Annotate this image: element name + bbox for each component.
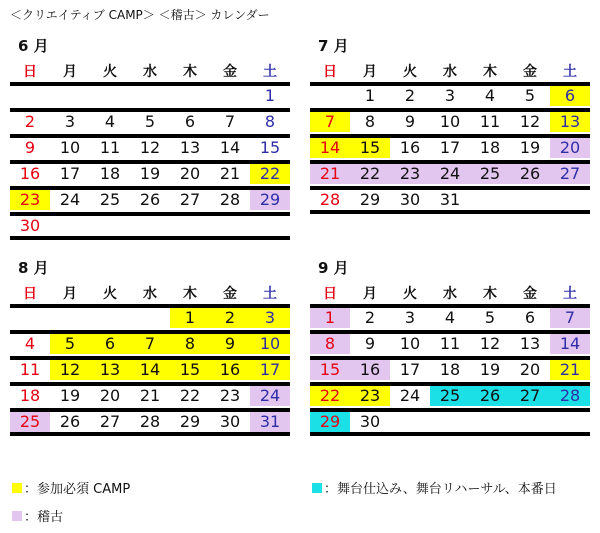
weekday-label: 土 xyxy=(563,64,577,80)
day-cell: 11 xyxy=(479,112,501,131)
camp-swatch xyxy=(12,483,22,493)
week-row xyxy=(10,160,290,184)
day-cell: 9 xyxy=(404,112,416,131)
weekday-label: 火 xyxy=(103,64,117,80)
day-cell: 12 xyxy=(50,360,90,380)
day-cell: 7 xyxy=(550,308,590,328)
day-cell: 8 xyxy=(264,112,276,131)
day-cell: 24 xyxy=(430,164,470,184)
empty-cell xyxy=(90,308,130,328)
day-cell: 18 xyxy=(19,386,41,405)
day-cell: 14 xyxy=(130,360,170,380)
weekday-label: 金 xyxy=(223,286,237,302)
week-row xyxy=(310,382,590,406)
day-cell: 30 xyxy=(19,216,41,235)
empty-cell xyxy=(470,190,510,210)
weekday-header xyxy=(310,62,590,82)
weekday-label: 月 xyxy=(63,64,77,80)
weekday-label: 土 xyxy=(263,64,277,80)
week-row xyxy=(10,108,290,132)
day-cell: 5 xyxy=(50,334,90,354)
day-cell: 16 xyxy=(210,360,250,380)
day-cell: 24 xyxy=(399,386,421,405)
weekday-label: 水 xyxy=(143,64,157,80)
day-cell: 25 xyxy=(470,164,510,184)
weekday-label: 火 xyxy=(403,286,417,302)
empty-cell xyxy=(50,216,90,236)
day-cell: 14 xyxy=(310,138,350,158)
day-cell: 18 xyxy=(479,138,501,157)
day-cell: 15 xyxy=(310,360,350,380)
empty-cell xyxy=(430,412,470,432)
day-cell: 7 xyxy=(224,112,236,131)
empty-cell xyxy=(90,216,130,236)
weekday-label: 日 xyxy=(23,286,37,302)
day-cell: 20 xyxy=(550,138,590,158)
calendar-june xyxy=(10,36,290,240)
day-cell: 24 xyxy=(250,386,290,406)
day-cell: 16 xyxy=(19,164,41,183)
day-cell: 8 xyxy=(364,112,376,131)
week-row xyxy=(10,330,290,354)
empty-cell xyxy=(250,216,290,236)
weekday-label: 日 xyxy=(323,64,337,80)
day-cell: 1 xyxy=(170,308,210,328)
day-cell: 1 xyxy=(310,308,350,328)
week-row xyxy=(10,382,290,406)
day-cell: 7 xyxy=(130,334,170,354)
empty-cell xyxy=(170,216,210,236)
day-cell: 8 xyxy=(310,334,350,354)
day-cell: 11 xyxy=(439,334,461,353)
weekday-label: 火 xyxy=(403,64,417,80)
day-cell: 12 xyxy=(519,112,541,131)
day-cell: 30 xyxy=(219,412,241,431)
day-cell: 22 xyxy=(179,386,201,405)
empty-cell xyxy=(130,86,170,106)
day-cell: 14 xyxy=(219,138,241,157)
weekday-label: 木 xyxy=(483,286,497,302)
day-cell: 6 xyxy=(90,334,130,354)
weekday-label: 金 xyxy=(523,64,537,80)
week-row xyxy=(310,304,590,328)
day-cell: 16 xyxy=(399,138,421,157)
day-cell: 27 xyxy=(99,412,121,431)
stage-swatch xyxy=(312,483,322,493)
empty-cell xyxy=(130,216,170,236)
week-row xyxy=(10,134,290,158)
empty-cell xyxy=(210,86,250,106)
day-cell: 3 xyxy=(64,112,76,131)
day-cell: 13 xyxy=(550,112,590,132)
day-cell: 27 xyxy=(510,386,550,406)
day-cell: 25 xyxy=(99,190,121,209)
day-cell: 23 xyxy=(390,164,430,184)
empty-cell xyxy=(10,308,50,328)
day-cell: 7 xyxy=(310,112,350,132)
day-cell: 21 xyxy=(219,164,241,183)
day-cell: 26 xyxy=(59,412,81,431)
day-cell: 14 xyxy=(550,334,590,354)
day-cell: 26 xyxy=(470,386,510,406)
weekday-label: 土 xyxy=(563,286,577,302)
week-row xyxy=(310,160,590,184)
day-cell: 12 xyxy=(479,334,501,353)
day-cell: 29 xyxy=(359,190,381,209)
weekday-label: 水 xyxy=(143,286,157,302)
day-cell: 25 xyxy=(10,412,50,432)
day-cell: 10 xyxy=(59,138,81,157)
day-cell: 4 xyxy=(24,334,36,353)
day-cell: 10 xyxy=(250,334,290,354)
day-cell: 9 xyxy=(364,334,376,353)
day-cell: 9 xyxy=(24,138,36,157)
weekday-label: 水 xyxy=(443,64,457,80)
day-cell: 4 xyxy=(444,308,456,327)
day-cell: 20 xyxy=(99,386,121,405)
empty-cell xyxy=(510,412,550,432)
empty-cell xyxy=(510,190,550,210)
week-row xyxy=(10,82,290,106)
day-cell: 15 xyxy=(259,138,281,157)
day-cell: 9 xyxy=(210,334,250,354)
day-cell: 4 xyxy=(484,86,496,105)
week-row xyxy=(310,186,590,214)
day-cell: 2 xyxy=(404,86,416,105)
weekday-header xyxy=(10,62,290,82)
day-cell: 26 xyxy=(139,190,161,209)
empty-cell xyxy=(50,86,90,106)
day-cell: 30 xyxy=(359,412,381,431)
empty-cell xyxy=(550,190,590,210)
weekday-label: 日 xyxy=(23,64,37,80)
day-cell: 3 xyxy=(444,86,456,105)
week-row xyxy=(10,212,290,240)
keiko-swatch xyxy=(12,511,22,521)
day-cell: 15 xyxy=(170,360,210,380)
day-cell: 29 xyxy=(179,412,201,431)
day-cell: 18 xyxy=(439,360,461,379)
legend-keiko xyxy=(12,506,63,525)
week-row xyxy=(310,134,590,158)
day-cell: 17 xyxy=(250,360,290,380)
day-cell: 20 xyxy=(179,164,201,183)
day-cell: 17 xyxy=(59,164,81,183)
empty-cell xyxy=(50,308,90,328)
day-cell: 28 xyxy=(550,386,590,406)
weekday-label: 木 xyxy=(483,64,497,80)
day-cell: 28 xyxy=(319,190,341,209)
day-cell: 8 xyxy=(170,334,210,354)
weekday-label: 水 xyxy=(443,286,457,302)
weekday-header xyxy=(310,284,590,304)
day-cell: 2 xyxy=(210,308,250,328)
day-cell: 25 xyxy=(430,386,470,406)
week-row xyxy=(310,330,590,354)
page-title: ＜クリエイティブ CAMP＞ ＜稽古＞ カレンダー xyxy=(10,8,270,22)
day-cell: 21 xyxy=(550,360,590,380)
day-cell: 27 xyxy=(550,164,590,184)
day-cell: 12 xyxy=(139,138,161,157)
weekday-label: 金 xyxy=(523,286,537,302)
legend-keiko-label: ：稽古 xyxy=(24,510,64,525)
day-cell: 26 xyxy=(510,164,550,184)
day-cell: 3 xyxy=(250,308,290,328)
day-cell: 5 xyxy=(524,86,536,105)
day-cell: 2 xyxy=(364,308,376,327)
day-cell: 6 xyxy=(550,86,590,106)
day-cell: 22 xyxy=(250,164,290,184)
day-cell: 4 xyxy=(104,112,116,131)
month-title: 9 月 xyxy=(318,259,349,277)
day-cell: 6 xyxy=(184,112,196,131)
empty-cell xyxy=(310,86,350,106)
day-cell: 20 xyxy=(519,360,541,379)
day-cell: 27 xyxy=(179,190,201,209)
day-cell: 19 xyxy=(479,360,501,379)
day-cell: 17 xyxy=(439,138,461,157)
week-row xyxy=(310,408,590,436)
day-cell: 1 xyxy=(264,86,276,105)
week-row xyxy=(10,408,290,436)
day-cell: 22 xyxy=(310,386,350,406)
month-title: 7 月 xyxy=(318,37,349,55)
weekday-label: 木 xyxy=(183,64,197,80)
day-cell: 18 xyxy=(99,164,121,183)
day-cell: 29 xyxy=(310,412,350,432)
day-cell: 16 xyxy=(350,360,390,380)
day-cell: 31 xyxy=(439,190,461,209)
calendar-september xyxy=(310,258,590,436)
legend-stage xyxy=(312,478,557,497)
day-cell: 28 xyxy=(139,412,161,431)
day-cell: 23 xyxy=(219,386,241,405)
weekday-label: 火 xyxy=(103,286,117,302)
day-cell: 17 xyxy=(399,360,421,379)
week-row xyxy=(10,186,290,210)
empty-cell xyxy=(210,216,250,236)
weekday-header xyxy=(10,284,290,304)
day-cell: 13 xyxy=(90,360,130,380)
day-cell: 21 xyxy=(139,386,161,405)
day-cell: 23 xyxy=(10,190,50,210)
day-cell: 24 xyxy=(59,190,81,209)
week-row xyxy=(310,356,590,380)
calendar-july xyxy=(310,36,590,214)
weekday-label: 月 xyxy=(363,64,377,80)
empty-cell xyxy=(10,86,50,106)
week-row xyxy=(310,82,590,106)
day-cell: 13 xyxy=(179,138,201,157)
day-cell: 29 xyxy=(250,190,290,210)
day-cell: 31 xyxy=(250,412,290,432)
empty-cell xyxy=(130,308,170,328)
day-cell: 11 xyxy=(19,360,41,379)
legend-camp-label: ：参加必須 CAMP xyxy=(24,482,131,497)
day-cell: 11 xyxy=(99,138,121,157)
day-cell: 30 xyxy=(399,190,421,209)
day-cell: 10 xyxy=(399,334,421,353)
day-cell: 10 xyxy=(439,112,461,131)
weekday-label: 月 xyxy=(363,286,377,302)
day-cell: 28 xyxy=(219,190,241,209)
empty-cell xyxy=(470,412,510,432)
day-cell: 22 xyxy=(350,164,390,184)
weekday-label: 日 xyxy=(323,286,337,302)
weekday-label: 月 xyxy=(63,286,77,302)
month-title: 8 月 xyxy=(18,259,49,277)
day-cell: 19 xyxy=(139,164,161,183)
calendar-august xyxy=(10,258,290,436)
day-cell: 5 xyxy=(144,112,156,131)
day-cell: 21 xyxy=(310,164,350,184)
day-cell: 19 xyxy=(59,386,81,405)
day-cell: 6 xyxy=(524,308,536,327)
weekday-label: 金 xyxy=(223,64,237,80)
week-row xyxy=(10,304,290,328)
day-cell: 15 xyxy=(350,138,390,158)
weekday-label: 土 xyxy=(263,286,277,302)
week-row xyxy=(310,108,590,132)
legend-stage-label: ：舞台仕込み、舞台リハーサル、本番日 xyxy=(324,482,557,497)
day-cell: 2 xyxy=(24,112,36,131)
empty-cell xyxy=(90,86,130,106)
day-cell: 23 xyxy=(350,386,390,406)
legend-camp xyxy=(12,478,130,497)
day-cell: 13 xyxy=(519,334,541,353)
week-row xyxy=(10,356,290,380)
day-cell: 3 xyxy=(404,308,416,327)
empty-cell xyxy=(550,412,590,432)
month-title: 6 月 xyxy=(18,37,49,55)
empty-cell xyxy=(170,86,210,106)
day-cell: 5 xyxy=(484,308,496,327)
day-cell: 19 xyxy=(519,138,541,157)
empty-cell xyxy=(390,412,430,432)
weekday-label: 木 xyxy=(183,286,197,302)
day-cell: 1 xyxy=(364,86,376,105)
